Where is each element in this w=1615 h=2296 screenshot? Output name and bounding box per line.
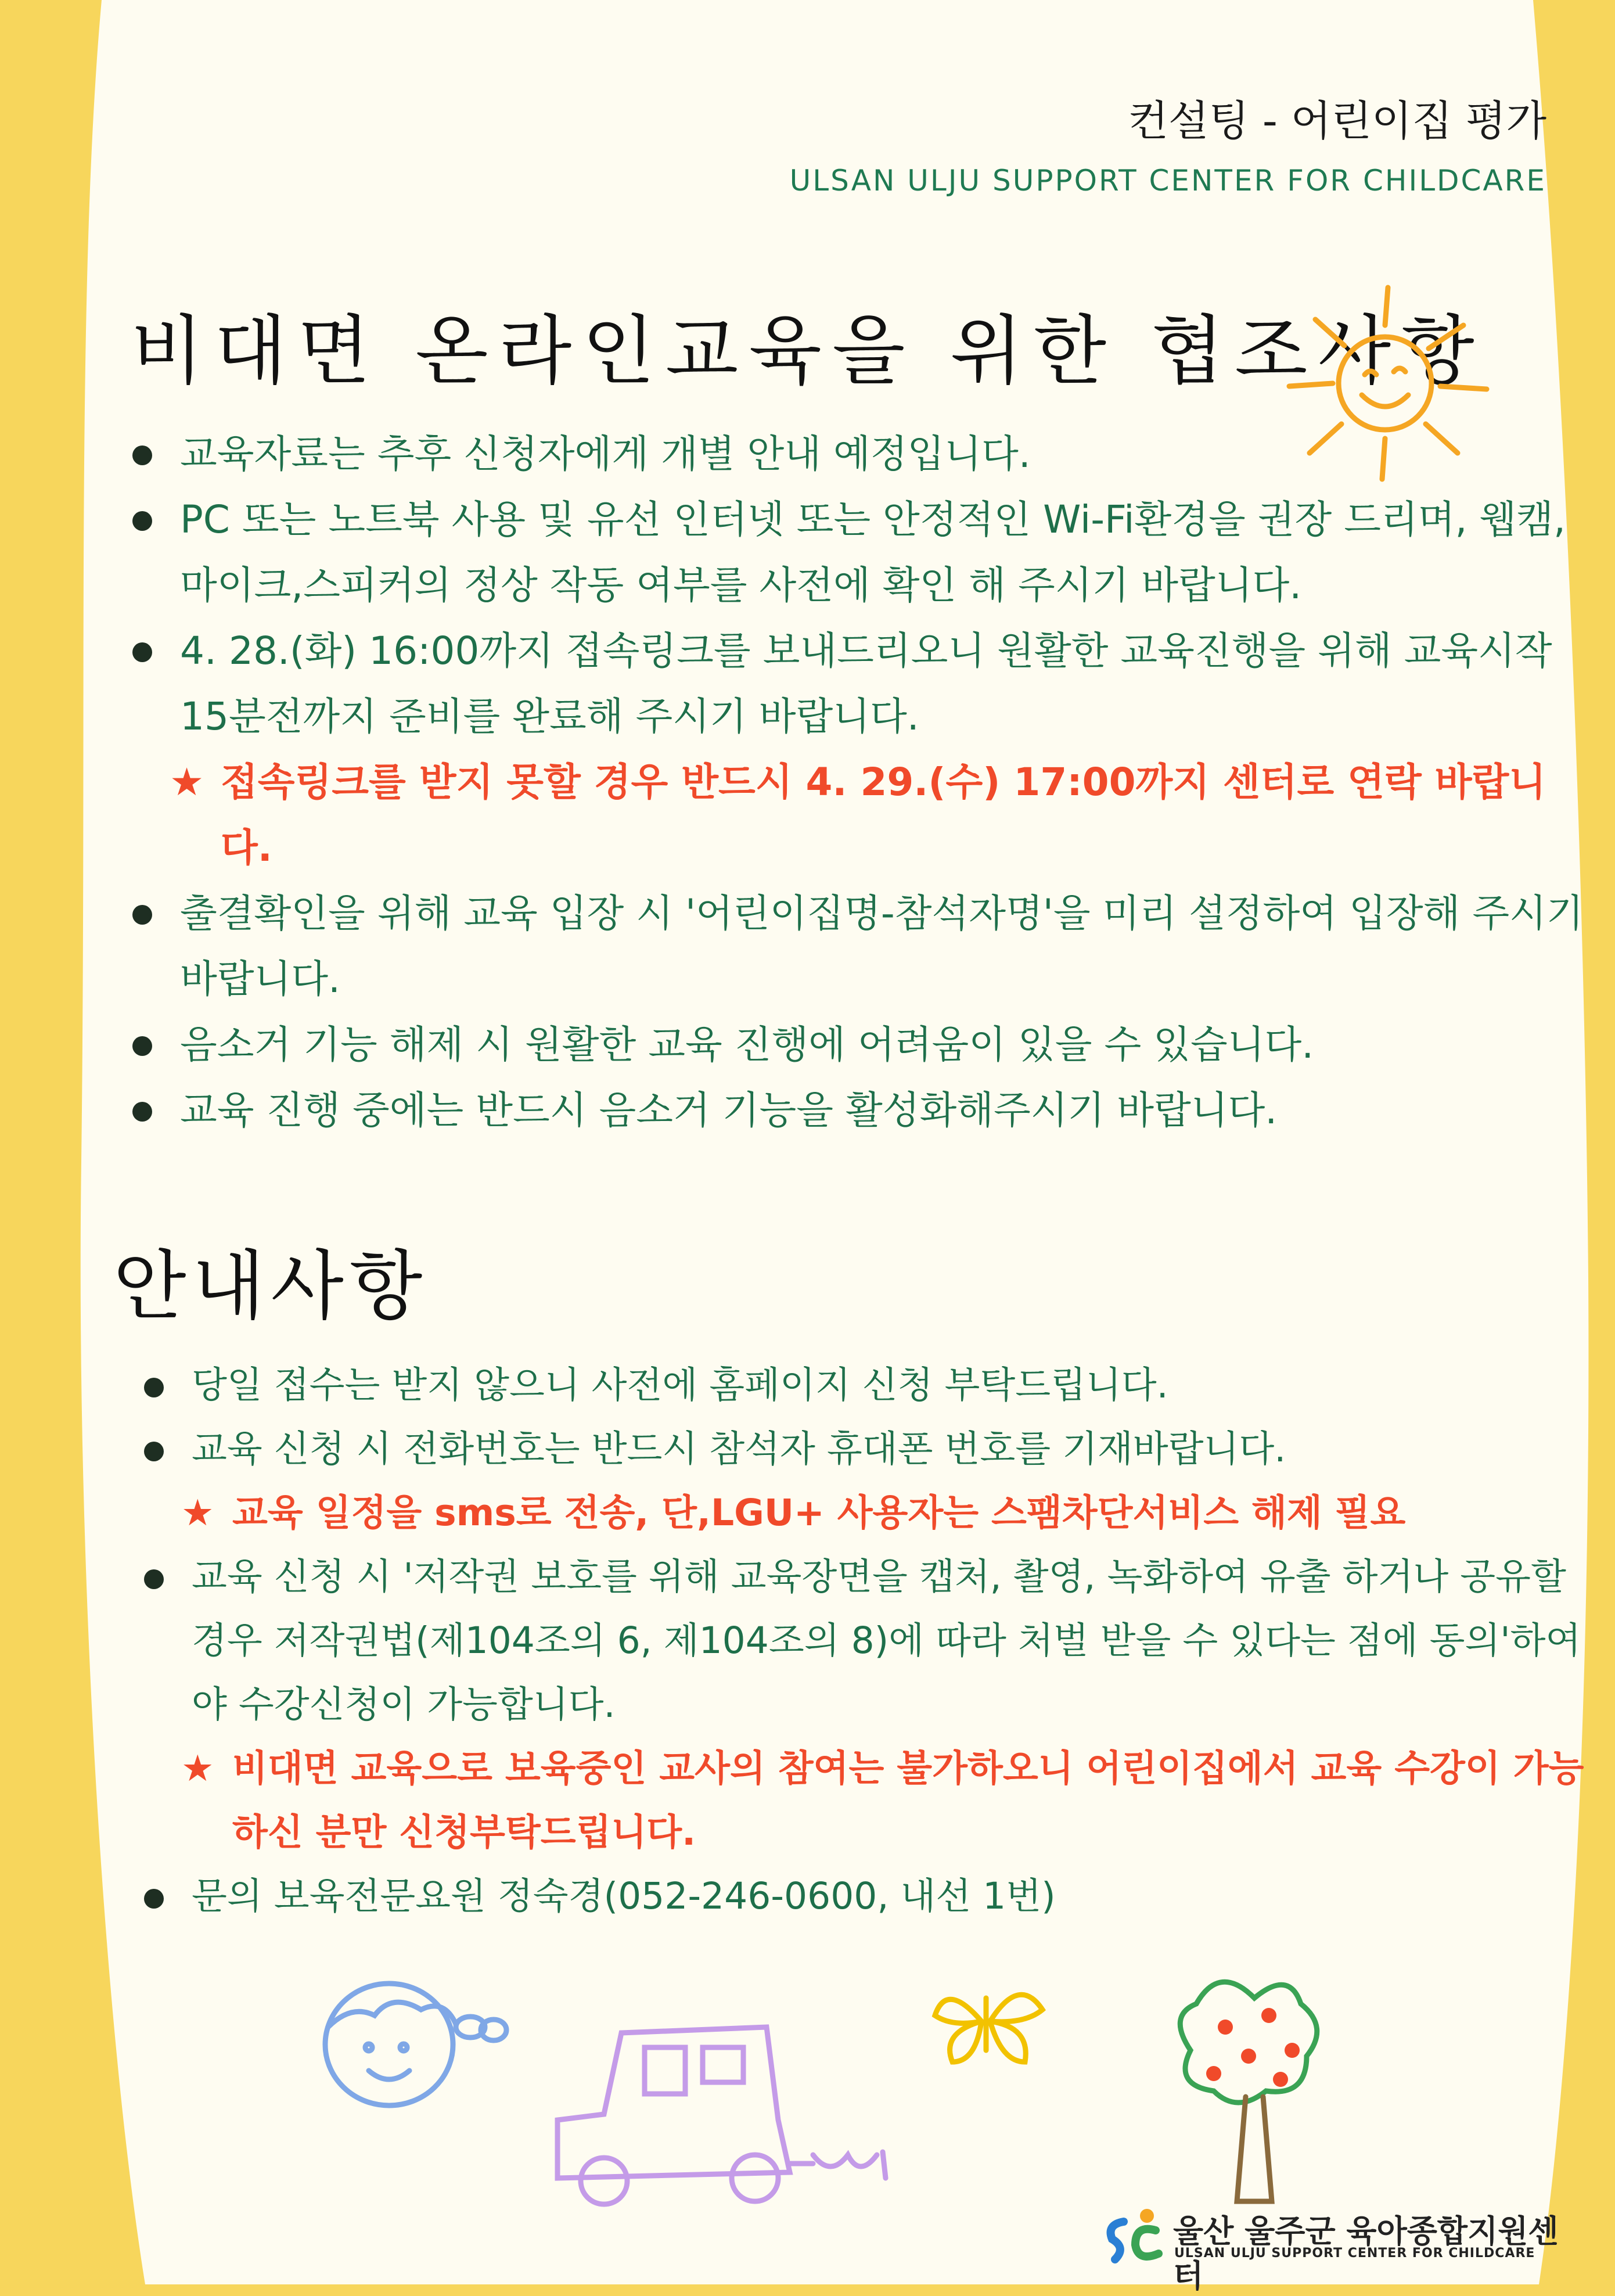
bullet-icon xyxy=(144,1889,164,1909)
star-icon: ★ xyxy=(181,1747,214,1790)
bullet-icon xyxy=(132,1102,152,1122)
bullet-icon xyxy=(132,642,152,662)
center-logo-icon xyxy=(1100,2204,1164,2268)
car-doodle-icon xyxy=(534,2015,918,2213)
section1-title: 비대면 온라인교육을 위한 협조사항 xyxy=(131,307,1485,395)
section1-list xyxy=(128,421,1591,1143)
list-item: 4. 28.(화) 16:00까지 접속링크를 보내드리오니 원활한 교육진행을 위해 교육시작 15분전까지 준비를 완료해 주시기 바랍니다. xyxy=(128,618,1591,749)
list-item: 교육 신청 시 전화번호는 반드시 참석자 휴대폰 번호를 기재바랍니다. xyxy=(139,1417,1585,1481)
notice-item: ★ 접속링크를 받지 못할 경우 반드시 4. 29.(수) 17:00까지 센터로 연락 바랍니다. xyxy=(128,749,1591,881)
star-icon: ★ xyxy=(181,1492,214,1534)
header-org-english: ULSAN ULJU SUPPORT CENTER FOR CHILDCARE xyxy=(789,164,1546,197)
notice-item: ★ 비대면 교육으로 보육중인 교사의 참여는 불가하오니 어린이집에서 교육 수강이 가능하신 분만 신청부탁드립니다. xyxy=(139,1737,1585,1864)
star-icon: ★ xyxy=(170,760,204,804)
bullet-icon xyxy=(132,1036,152,1056)
list-item: 교육 신청 시 '저작권 보호를 위해 교육장면을 캡처, 촬영, 녹화하여 유출 하거나 공유할 경우 저작권법(제104조의 6, 제104조의 8)에 따라 처벌 받을 수 있다는 점에 동의'하여야 수강신청이 가능합니다. xyxy=(139,1545,1585,1737)
center-name-english: ULSAN ULJU SUPPORT CENTER FOR CHILDCARE xyxy=(1174,2246,1535,2261)
tree-doodle-icon xyxy=(1167,1963,1341,2207)
bullet-icon xyxy=(144,1569,164,1589)
list-item: 당일 접수는 받지 않으니 사전에 홈페이지 신청 부탁드립니다. xyxy=(139,1353,1585,1417)
list-item: PC 또는 노트북 사용 및 유선 인터넷 또는 안정적인 Wi-Fi환경을 권장 드리며, 웹캠,마이크,스피커의 정상 작동 여부를 사전에 확인 해 주시기 바랍니다. xyxy=(128,487,1591,618)
center-name-korean: 울산 울주군 육아종합지원센터 xyxy=(1173,2213,1559,2294)
notice-item: ★ 교육 일정을 sms로 전송, 단,LGU+ 사용자는 스팸차단서비스 해제 필요 xyxy=(139,1481,1585,1545)
header-category: 컨설팅 - 어린이집 평가 xyxy=(1128,96,1546,145)
bullet-icon xyxy=(144,1378,164,1397)
butterfly-doodle-icon xyxy=(923,1975,1051,2074)
list-item: 음소거 기능 해제 시 원활한 교육 진행에 어려움이 있을 수 있습니다. xyxy=(128,1012,1591,1077)
child-face-doodle-icon xyxy=(314,1963,511,2114)
bullet-icon xyxy=(144,1442,164,1461)
list-item: 교육 진행 중에는 반드시 음소거 기능을 활성화해주시기 바랍니다. xyxy=(128,1077,1591,1143)
list-item: 문의 보육전문요원 정숙경(052-246-0600, 내선 1번) xyxy=(139,1864,1585,1928)
bullet-icon xyxy=(132,905,152,925)
section2-list xyxy=(139,1353,1585,1928)
list-item: 출결확인을 위해 교육 입장 시 '어린이집명-참석자명'을 미리 설정하여 입장해 주시기 바랍니다. xyxy=(128,881,1591,1012)
bullet-icon xyxy=(132,445,152,465)
bullet-icon xyxy=(132,511,152,531)
footer-logo xyxy=(1100,2204,1588,2294)
section2-title: 안내사항 xyxy=(113,1242,429,1330)
list-item: 교육자료는 추후 신청자에게 개별 안내 예정입니다. xyxy=(128,421,1591,487)
